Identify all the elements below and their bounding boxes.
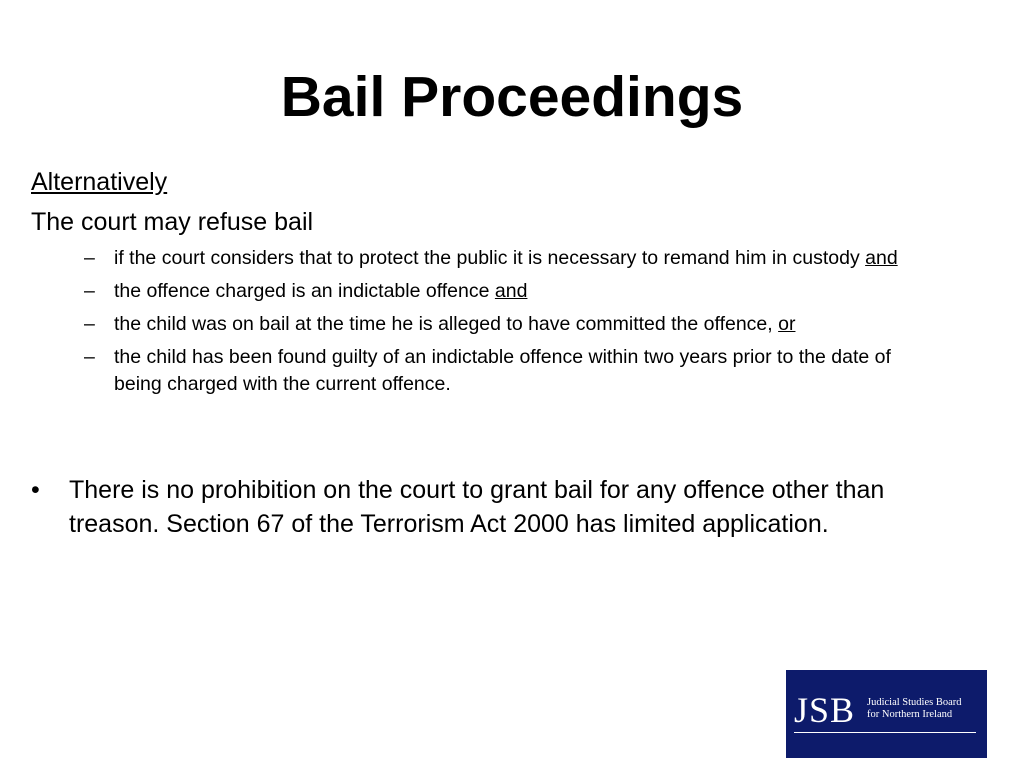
section-heading: Alternatively xyxy=(31,168,168,196)
condition-text: the offence charged is an indictable offence xyxy=(114,280,495,302)
jsb-logo xyxy=(786,670,987,758)
condition-conjunction: or xyxy=(778,313,796,335)
condition-text: if the court considers that to protect the public it is necessary to remand him in custody xyxy=(114,247,866,269)
logo-divider xyxy=(794,732,976,733)
dash-marker: – xyxy=(84,313,95,335)
conditions-list xyxy=(84,245,924,404)
logo-caption-line-2: for Northern Ireland xyxy=(867,709,953,720)
condition-conjunction: and xyxy=(494,280,528,302)
condition-conjunction: and xyxy=(865,247,898,269)
condition-text: the child has been found guilty of an indictable offence within two years prior to the date of being charged with the current offence. xyxy=(114,346,891,395)
condition-text: the child was on bail at the time he is alleged to have committed the offence, xyxy=(114,313,779,335)
condition-item xyxy=(84,344,924,398)
slide-title: Bail Proceedings xyxy=(280,65,744,129)
condition-item xyxy=(84,245,924,272)
logo-caption xyxy=(867,697,962,721)
bullet-marker: • xyxy=(31,476,40,504)
dash-marker: – xyxy=(84,247,95,269)
dash-marker: – xyxy=(84,346,95,368)
bullet-text: There is no prohibition on the court to grant bail for any offence other than treason. Section 67 of the Terrorism Act 2000 has limited application. xyxy=(69,476,885,538)
logo-letters: JSB xyxy=(794,690,856,730)
bullet-point xyxy=(31,473,931,541)
condition-item xyxy=(84,278,924,305)
section-subheading: The court may refuse bail xyxy=(31,208,314,236)
condition-item xyxy=(84,311,924,338)
dash-marker: – xyxy=(84,280,95,302)
logo-caption-line-1: Judicial Studies Board xyxy=(867,697,962,708)
